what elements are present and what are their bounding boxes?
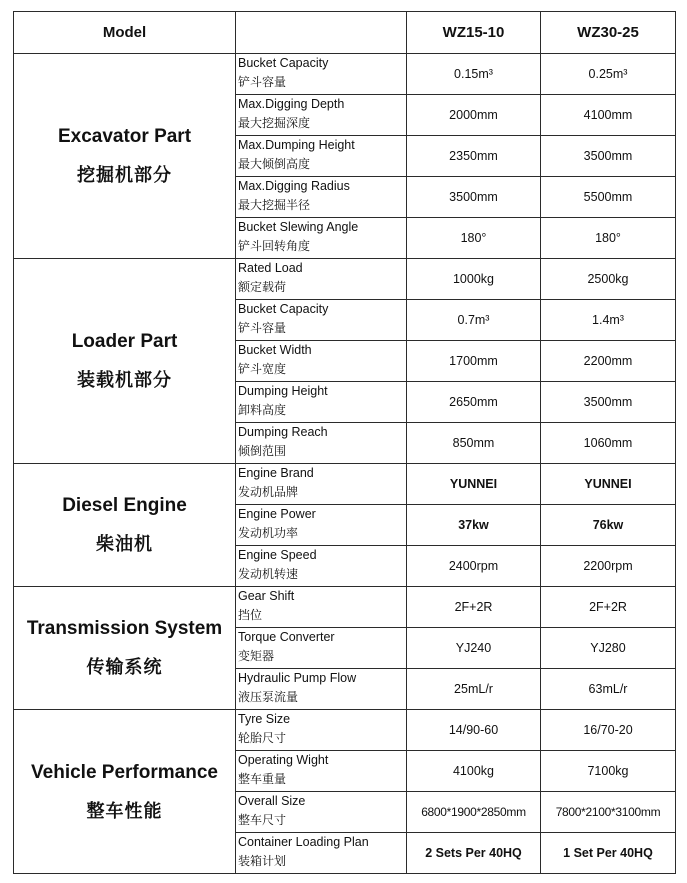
value-cell-model-b: 180° xyxy=(541,218,676,259)
table-row xyxy=(14,259,676,300)
value-cell-model-a: 37kw xyxy=(407,505,541,546)
section-title-cell xyxy=(14,710,236,874)
header-model: Model xyxy=(14,12,236,54)
section-title-zh: 传输系统 xyxy=(86,657,163,677)
value-cell-model-a: 0.7m³ xyxy=(407,300,541,341)
value-cell-model-b: 1060mm xyxy=(541,423,676,464)
param-label-en: Container Loading Plan xyxy=(238,835,369,849)
section-title-zh: 柴油机 xyxy=(96,534,153,554)
param-label-en: Dumping Height xyxy=(238,384,328,398)
header-model-b: WZ30-25 xyxy=(541,12,676,54)
value-cell-model-a: 1000kg xyxy=(407,259,541,300)
param-label-en: Rated Load xyxy=(238,261,303,275)
spec-table xyxy=(13,11,676,874)
param-cell xyxy=(236,54,407,95)
param-cell xyxy=(236,628,407,669)
param-label-zh: 倾倒范围 xyxy=(238,444,287,458)
header-blank xyxy=(236,12,407,54)
section-title-en: Vehicle Performance xyxy=(31,761,218,783)
value-cell-model-a: 6800*1900*2850mm xyxy=(407,792,541,833)
param-label-en: Gear Shift xyxy=(238,589,295,603)
value-cell-model-b: 2500kg xyxy=(541,259,676,300)
value-cell-model-b: 0.25m³ xyxy=(541,54,676,95)
param-label-zh: 最大挖掘深度 xyxy=(238,116,311,130)
param-cell xyxy=(236,751,407,792)
param-label-en: Torque Converter xyxy=(238,630,335,644)
section-title-en: Loader Part xyxy=(71,331,178,352)
param-label-zh: 铲斗回转角度 xyxy=(238,239,311,253)
param-label-en: Max.Dumping Height xyxy=(238,138,355,152)
value-cell-model-b: 2200mm xyxy=(541,341,676,382)
param-label-en: Bucket Capacity xyxy=(238,302,329,316)
value-cell-model-b: 5500mm xyxy=(541,177,676,218)
param-label-en: Bucket Capacity xyxy=(238,56,329,70)
value-cell-model-a: 2 Sets Per 40HQ xyxy=(407,833,541,874)
value-cell-model-a: 1700mm xyxy=(407,341,541,382)
section-title-en: Transmission System xyxy=(26,618,223,639)
value-cell-model-b: YJ280 xyxy=(541,628,676,669)
value-cell-model-a: YJ240 xyxy=(407,628,541,669)
value-cell-model-b: 16/70-20 xyxy=(541,710,676,751)
value-cell-model-b: 76kw xyxy=(541,505,676,546)
section-title-zh: 装载机部分 xyxy=(77,370,172,390)
param-label-zh: 整车尺寸 xyxy=(238,813,287,827)
param-label-zh: 发动机转速 xyxy=(238,567,299,581)
value-cell-model-b: 2200rpm xyxy=(541,546,676,587)
param-cell xyxy=(236,464,407,505)
header-model-a: WZ15-10 xyxy=(407,12,541,54)
param-label-en: Max.Digging Radius xyxy=(238,179,350,193)
value-cell-model-a: YUNNEI xyxy=(407,464,541,505)
param-label-en: Bucket Width xyxy=(238,343,312,357)
param-label-en: Bucket Slewing Angle xyxy=(238,220,359,234)
param-cell xyxy=(236,341,407,382)
section-title-cell xyxy=(14,259,236,464)
value-cell-model-a: 2400rpm xyxy=(407,546,541,587)
param-label-zh: 挡位 xyxy=(238,608,263,622)
table-row xyxy=(14,587,676,628)
param-label-zh: 发动机功率 xyxy=(238,526,299,540)
value-cell-model-a: 14/90-60 xyxy=(407,710,541,751)
header-row xyxy=(14,12,676,54)
value-cell-model-a: 4100kg xyxy=(407,751,541,792)
table-row xyxy=(14,464,676,505)
section-title-zh: 整车性能 xyxy=(86,800,163,821)
param-cell xyxy=(236,259,407,300)
param-cell xyxy=(236,218,407,259)
section-title-cell xyxy=(14,54,236,259)
param-label-zh: 整车重量 xyxy=(238,772,287,786)
param-label-zh: 最大挖掘半径 xyxy=(238,198,311,212)
param-label-zh: 铲斗容量 xyxy=(238,75,287,89)
value-cell-model-b: YUNNEI xyxy=(541,464,676,505)
param-label-zh: 最大倾倒高度 xyxy=(238,157,311,171)
param-label-zh: 发动机品牌 xyxy=(238,485,299,499)
param-cell xyxy=(236,136,407,177)
param-cell xyxy=(236,300,407,341)
section-title-zh: 挖掘机部分 xyxy=(77,165,172,185)
value-cell-model-b: 63mL/r xyxy=(541,669,676,710)
param-label-en: Engine Speed xyxy=(238,548,317,562)
value-cell-model-a: 2350mm xyxy=(407,136,541,177)
value-cell-model-a: 180° xyxy=(407,218,541,259)
value-cell-model-a: 3500mm xyxy=(407,177,541,218)
value-cell-model-b: 4100mm xyxy=(541,95,676,136)
param-cell xyxy=(236,505,407,546)
param-label-en: Max.Digging Depth xyxy=(238,97,345,111)
value-cell-model-a: 2000mm xyxy=(407,95,541,136)
param-label-zh: 铲斗容量 xyxy=(238,321,287,335)
param-cell xyxy=(236,587,407,628)
value-cell-model-a: 2650mm xyxy=(407,382,541,423)
param-cell xyxy=(236,710,407,751)
param-label-zh: 装箱计划 xyxy=(238,854,287,868)
param-label-zh: 铲斗宽度 xyxy=(238,362,287,376)
param-label-zh: 卸料高度 xyxy=(238,403,287,417)
value-cell-model-a: 850mm xyxy=(407,423,541,464)
section-title-cell xyxy=(14,587,236,710)
param-label-en: Overall Size xyxy=(238,794,306,808)
param-label-en: Operating Wight xyxy=(238,753,329,767)
value-cell-model-a: 25mL/r xyxy=(407,669,541,710)
param-cell xyxy=(236,95,407,136)
value-cell-model-b: 3500mm xyxy=(541,382,676,423)
param-cell xyxy=(236,177,407,218)
value-cell-model-b: 1.4m³ xyxy=(541,300,676,341)
value-cell-model-b: 1 Set Per 40HQ xyxy=(541,833,676,874)
param-label-en: Engine Power xyxy=(238,507,316,521)
value-cell-model-b: 7800*2100*3100mm xyxy=(541,792,676,833)
param-cell xyxy=(236,833,407,874)
value-cell-model-b: 2F+2R xyxy=(541,587,676,628)
param-cell xyxy=(236,546,407,587)
param-label-en: Dumping Reach xyxy=(238,425,328,439)
value-cell-model-a: 0.15m³ xyxy=(407,54,541,95)
param-cell xyxy=(236,423,407,464)
param-cell xyxy=(236,382,407,423)
param-cell xyxy=(236,792,407,833)
param-label-zh: 液压泵流量 xyxy=(238,690,299,704)
param-label-en: Tyre Size xyxy=(238,712,291,726)
value-cell-model-a: 2F+2R xyxy=(407,587,541,628)
section-title-en: Diesel Engine xyxy=(62,495,187,516)
section-title-cell xyxy=(14,464,236,587)
param-label-zh: 额定载荷 xyxy=(238,280,287,294)
param-label-en: Engine Brand xyxy=(238,466,314,480)
value-cell-model-b: 7100kg xyxy=(541,751,676,792)
param-cell xyxy=(236,669,407,710)
table-row xyxy=(14,54,676,95)
param-label-en: Hydraulic Pump Flow xyxy=(238,671,357,685)
section-title-en: Excavator Part xyxy=(57,126,192,147)
param-label-zh: 变矩器 xyxy=(238,649,275,663)
param-label-zh: 轮胎尺寸 xyxy=(238,731,287,745)
value-cell-model-b: 3500mm xyxy=(541,136,676,177)
table-row xyxy=(14,710,676,751)
